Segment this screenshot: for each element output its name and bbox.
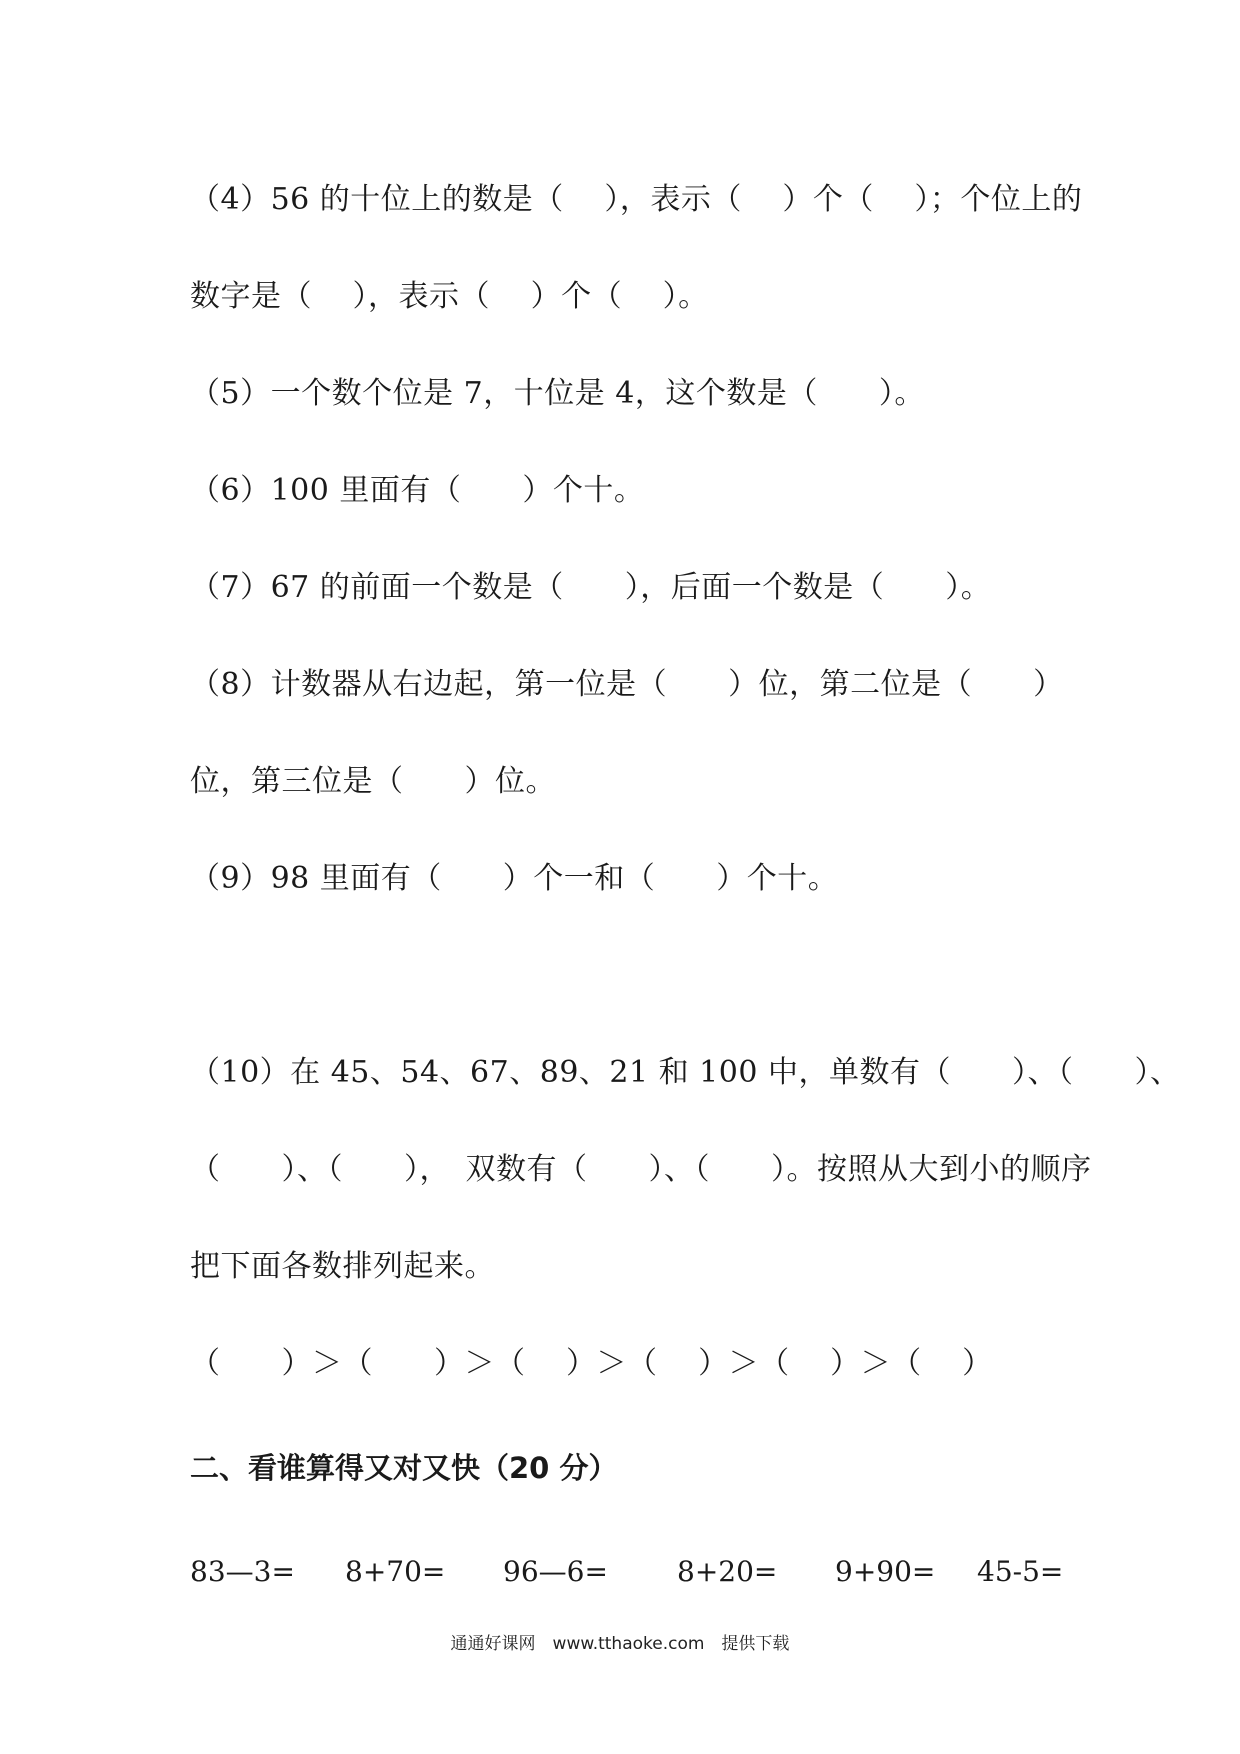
- calculation-item: 96—6=: [503, 1555, 608, 1588]
- question-9: （9）98 里面有（ ）个一和（ ）个十。: [190, 861, 839, 896]
- question-10-line-2: （ ）、（ ）， 双数有（ ）、（ ）。按照从大到小的顺序: [190, 1152, 1092, 1187]
- calculation-item: 8+70=: [345, 1555, 446, 1588]
- calculation-item: 45-5=: [977, 1555, 1064, 1588]
- question-4-line-1: （4）56 的十位上的数是（ ），表示（ ）个（ ）；个位上的: [190, 182, 1083, 217]
- question-10-line-1: （10）在 45、54、67、89、21 和 100 中，单数有（ ）、（ ）、: [190, 1055, 1181, 1090]
- question-8-line-2: 位，第三位是（ ）位。: [190, 764, 556, 799]
- calculation-item: 83—3=: [190, 1555, 295, 1588]
- question-5: （5）一个数个位是 7，十位是 4，这个数是（ ）。: [190, 376, 925, 411]
- section-2-heading: 二、看谁算得又对又快（20 分）: [190, 1451, 618, 1485]
- question-7: （7）67 的前面一个数是（ ），后面一个数是（ ）。: [190, 570, 992, 605]
- calculation-row: [190, 1552, 1064, 1592]
- question-10-line-3: 把下面各数排列起来。: [190, 1249, 495, 1284]
- question-6: （6）100 里面有（ ）个十。: [190, 473, 645, 508]
- calculation-item: 9+90=: [835, 1555, 936, 1588]
- question-4-line-2: 数字是（ ），表示（ ）个（ ）。: [190, 279, 709, 314]
- question-8-line-1: （8）计数器从右边起，第一位是（ ）位，第二位是（ ）: [190, 667, 1064, 702]
- question-10-ordering: （ ）＞（ ）＞（ ）＞（ ）＞（ ）＞（ ）: [190, 1346, 993, 1381]
- download-footer: 通通好课网 www.tthaoke.com 提供下载: [450, 1634, 790, 1654]
- calculation-item: 8+20=: [677, 1555, 778, 1588]
